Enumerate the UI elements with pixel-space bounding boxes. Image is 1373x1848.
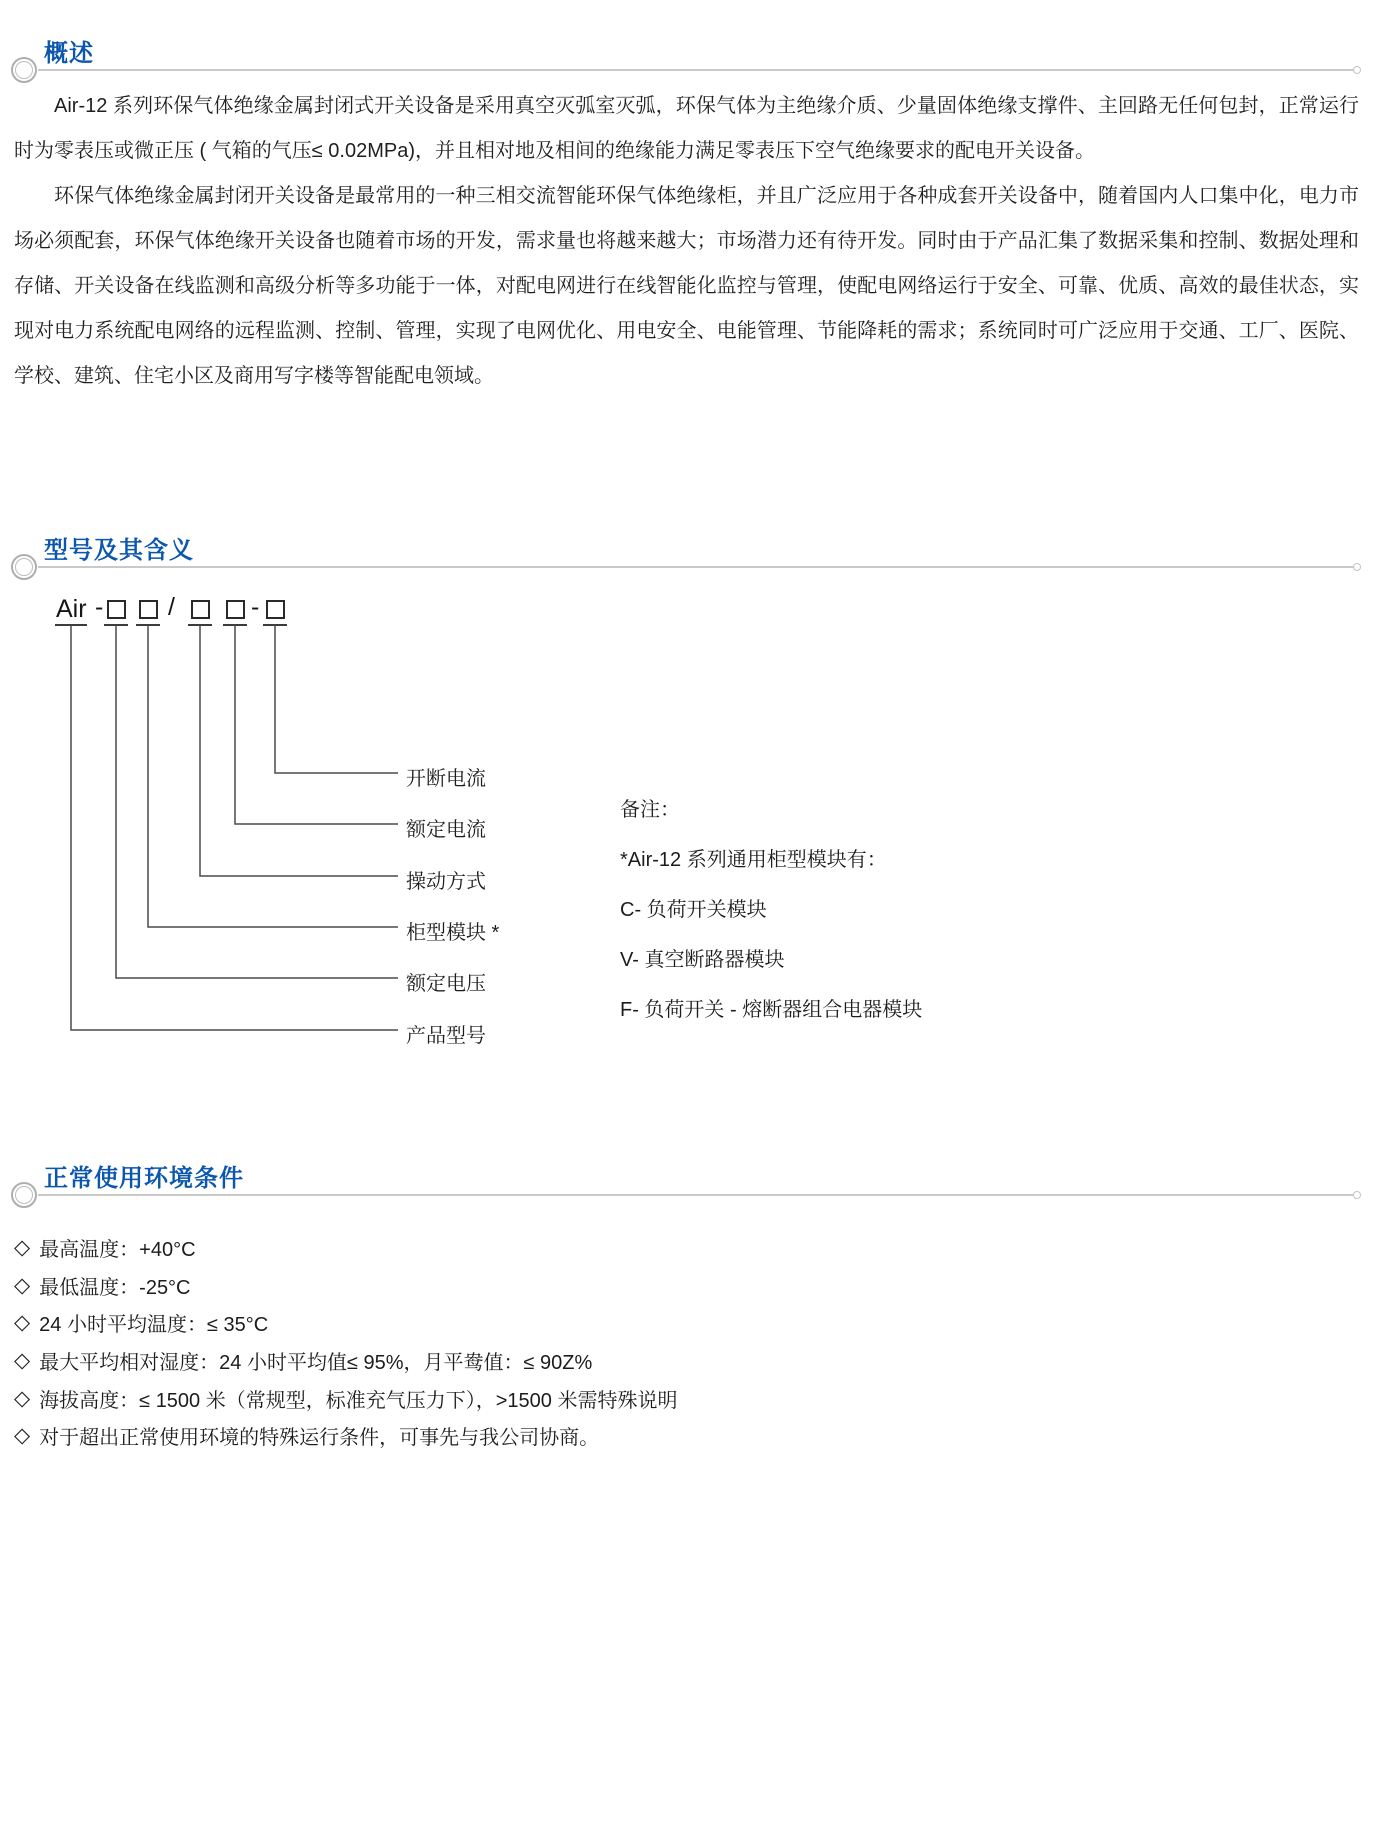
diagram-label-product-model: 产品型号 <box>406 1025 486 1047</box>
model-separator: / <box>168 593 175 621</box>
model-box-cabinet-module <box>139 600 158 619</box>
env-bullet-item <box>14 1304 1354 1342</box>
section-title-overview: 概述 <box>44 40 94 67</box>
env-bullet-item <box>14 1342 1354 1380</box>
note-line: 备注： <box>620 799 680 821</box>
diagram-label-rated-voltage: 额定电压 <box>406 973 486 995</box>
env-bullet-item <box>14 1417 1354 1455</box>
environment-list <box>14 1229 1354 1455</box>
env-item-text: 对于超出正常使用环境的特殊运行条件，可事先与我公司协商。 <box>39 1427 600 1450</box>
diamond-bullet-icon: ◇ <box>14 1311 31 1335</box>
overview-paragraph: Air-12 系列环保气体绝缘金属封闭式开关设备是采用真空灭弧室灭弧，环保气体为主绝缘介质、少量固体绝缘支撑件、主回路无任何包封，正常运行时为零表压或微正压 ( 气箱的气压≤ 0.02MPa)，并且相对地及相间的绝缘能力满足零表压下空气绝缘要求的配电开关设备。 <box>14 95 1359 162</box>
diagram-label-rated-current: 额定电流 <box>406 819 486 841</box>
diagram-label-breaking-current: 开断电流 <box>406 768 486 790</box>
diamond-bullet-icon: ◇ <box>14 1424 31 1448</box>
note-line: *Air-12 系列通用柜型模块有： <box>620 849 887 871</box>
model-box-operating-mode <box>191 600 210 619</box>
env-item-text: 最高温度：+40°C <box>39 1239 196 1262</box>
env-item-text: 最低温度：-25°C <box>39 1276 191 1299</box>
note-line: F- 负荷开关 - 熔断器组合电器模块 <box>620 999 923 1021</box>
diamond-bullet-icon: ◇ <box>14 1236 31 1260</box>
note-line: V- 真空断路器模块 <box>620 949 785 971</box>
model-prefix: Air <box>56 595 87 623</box>
model-box-rated-voltage <box>107 600 126 619</box>
diagram-label-cabinet-module: 柜型模块 * <box>406 922 500 944</box>
diamond-bullet-icon: ◇ <box>14 1349 31 1373</box>
env-bullet-item <box>14 1267 1354 1305</box>
env-item-text: 24 小时平均温度：≤ 35°C <box>39 1314 269 1337</box>
section-divider <box>38 1194 1356 1196</box>
model-separator: - <box>251 593 260 621</box>
model-box-breaking-current <box>266 600 285 619</box>
model-box-rated-current <box>226 600 245 619</box>
diamond-bullet-icon: ◇ <box>14 1386 31 1410</box>
diagram-label-operating-mode: 操动方式 <box>406 871 486 893</box>
ring-ornament-icon <box>11 1182 37 1208</box>
env-bullet-item <box>14 1379 1354 1417</box>
model-separator: - <box>95 593 104 621</box>
env-item-text: 海拔高度：≤ 1500 米（常规型，标准充气压力下），>1500 米需特殊说明 <box>39 1389 678 1412</box>
ring-ornament-icon <box>11 554 37 580</box>
section-title-environment: 正常使用环境条件 <box>44 1165 244 1192</box>
diamond-bullet-icon: ◇ <box>14 1273 31 1297</box>
section-title-model: 型号及其含义 <box>44 537 194 564</box>
overview-paragraph: 环保气体绝缘金属封闭开关设备是最常用的一种三相交流智能环保气体绝缘柜，并且广泛应用于各种成套开关设备中，随着国内人口集中化，电力市场必须配套，环保气体绝缘开关设备也随着市场的开发，需求量也将越来越大；市场潜力还有待开发。同时由于产品汇集了数据采集和控制、数据处理和存储、开关设备在线监测和高级分析等多功能于一体，对配电网进行在线智能化监控与管理，使配电网络运行于安全、可靠、优质、高效的最佳状态，实现对电力系统配电网络的远程监测、控制、管理，实现了电网优化、用电安全、电能管理、节能降耗的需求；系统同时可广泛应用于交通、工厂、医院、学校、建筑、住宅小区及商用写字楼等智能配电领域。 <box>14 185 1359 387</box>
section-environment-header <box>0 1158 1373 1218</box>
note-line: C- 负荷开关模块 <box>620 899 767 921</box>
env-item-text: 最大平均相对湿度：24 小时平均值≤ 95%，月平鸯值：≤ 90Z% <box>39 1352 593 1375</box>
env-bullet-item <box>14 1229 1354 1267</box>
ring-ornament-icon <box>11 57 37 83</box>
